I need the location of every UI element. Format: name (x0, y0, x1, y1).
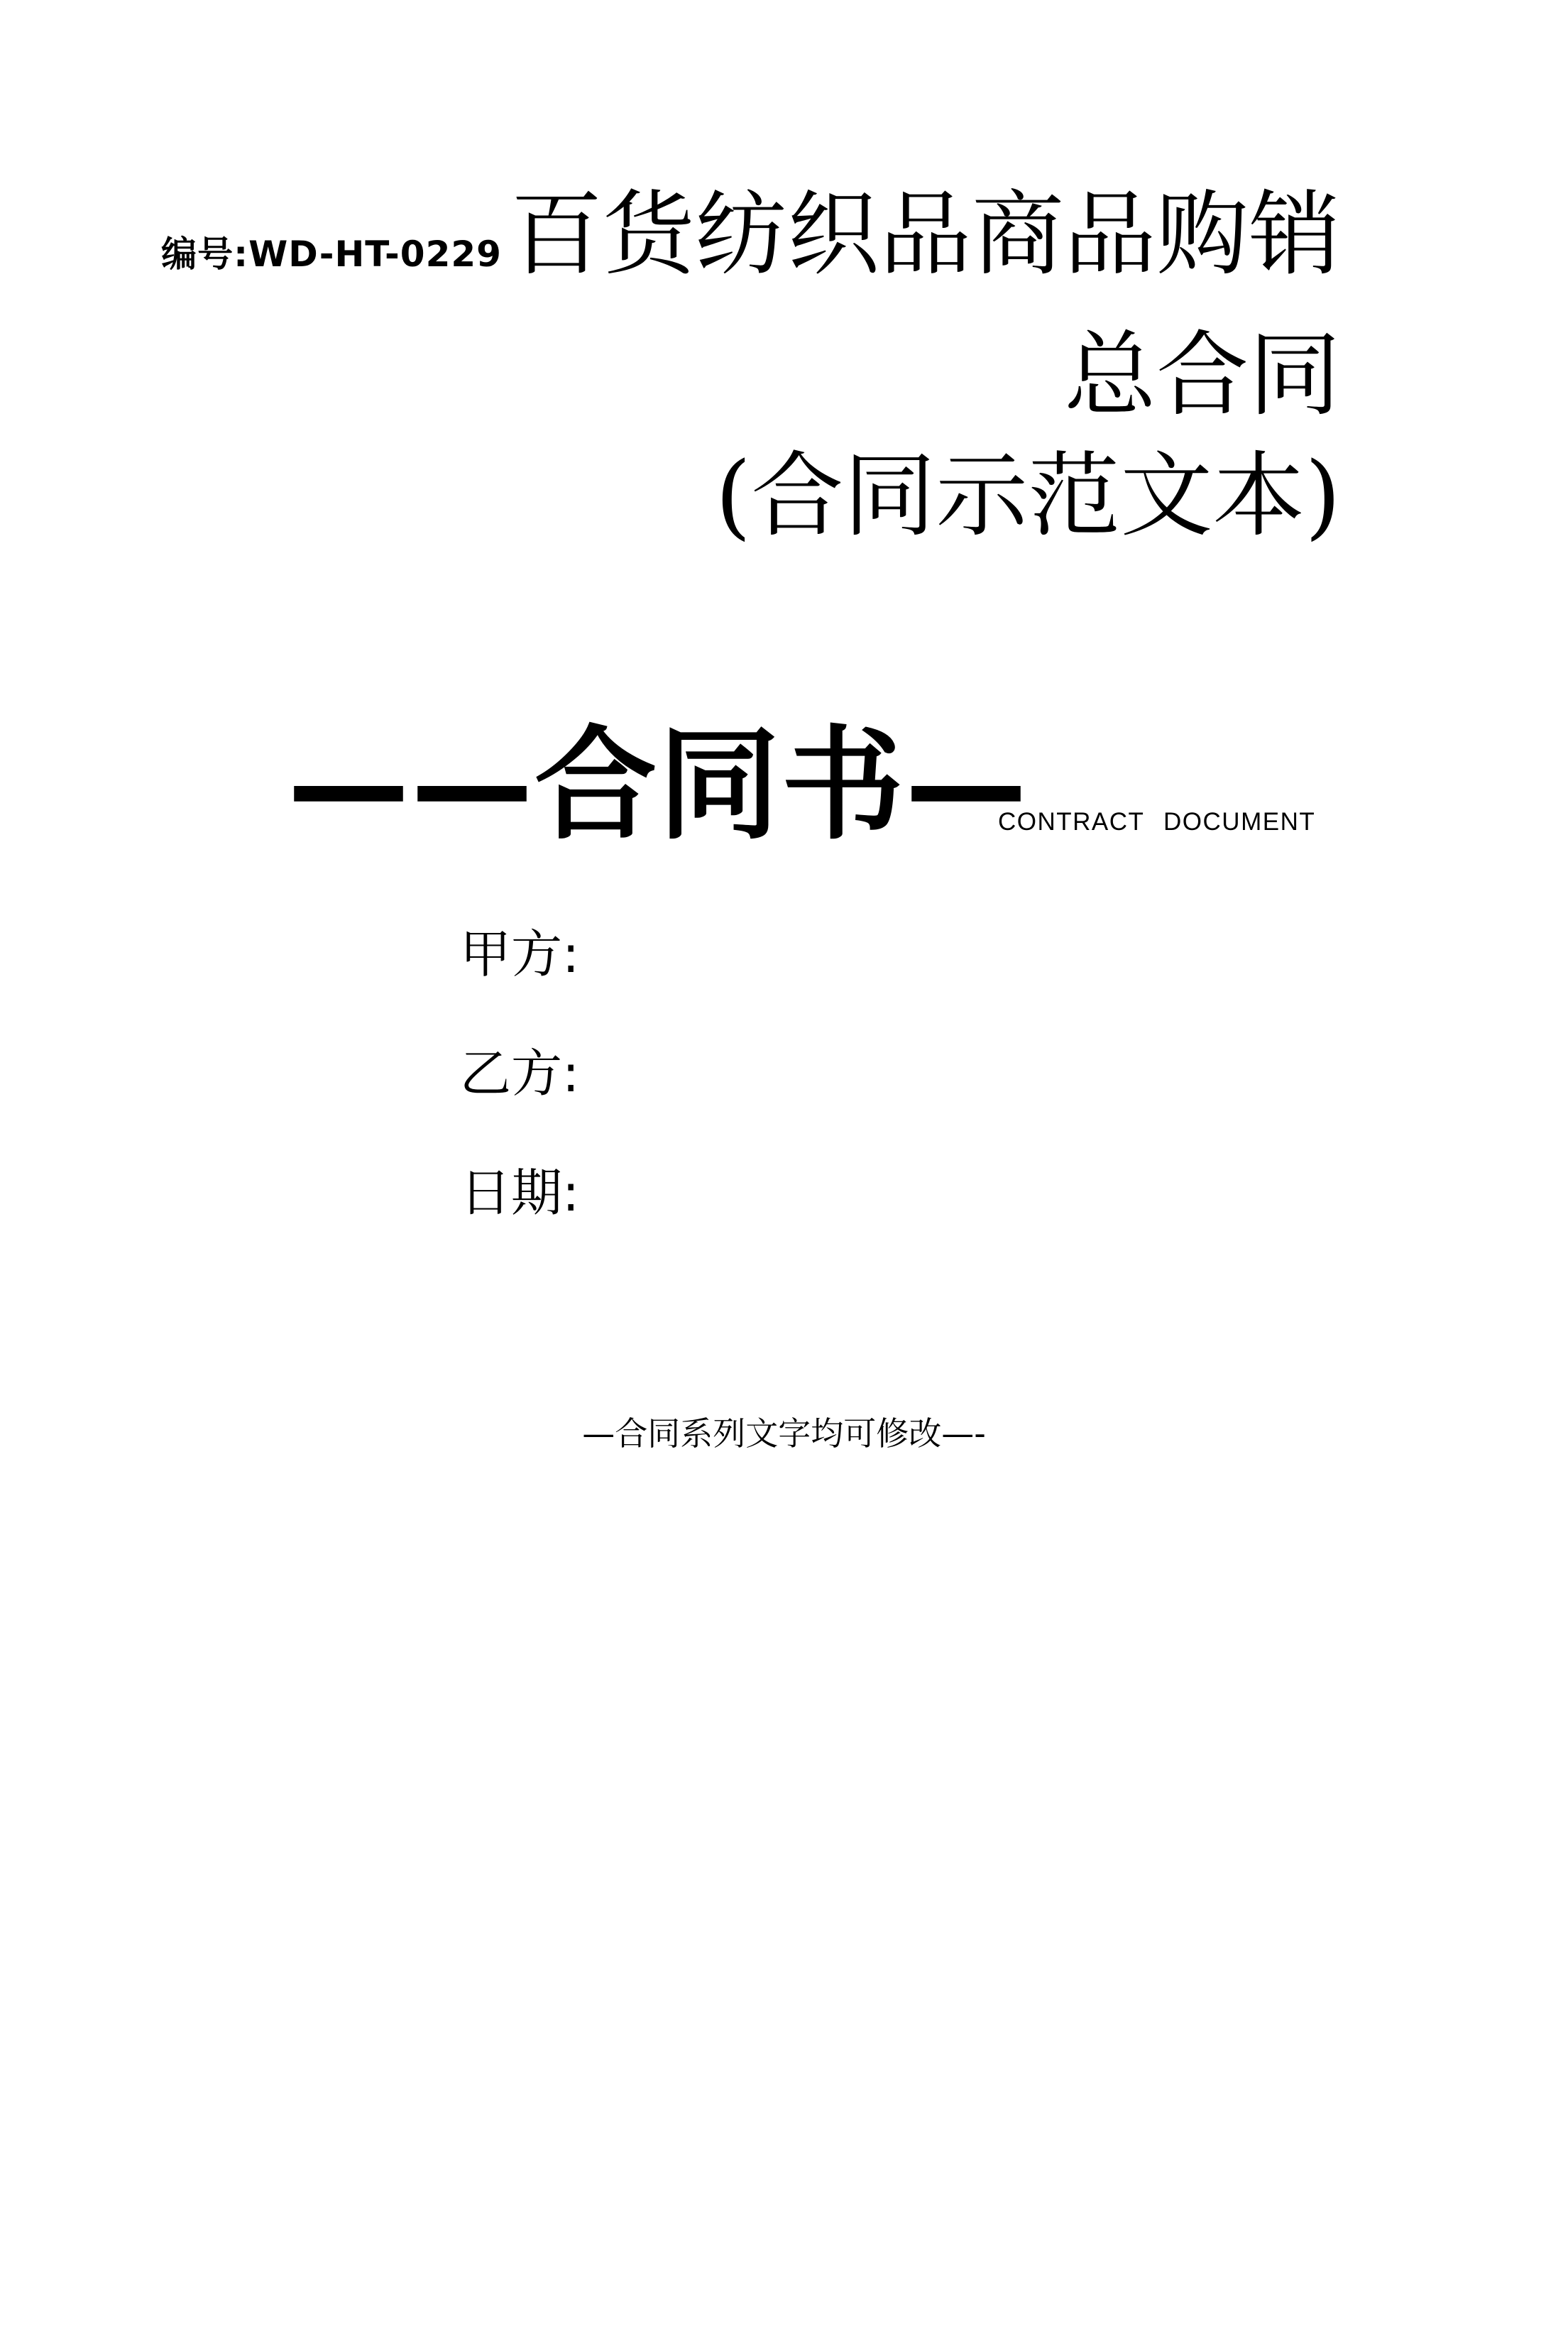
contract-banner (287, 714, 1029, 856)
date-label: 日期: (460, 1163, 580, 1223)
banner-english-text: CONTRACT DOCUMENT (998, 808, 1316, 836)
title-text-line1: 百货纺织品商品购销 (510, 180, 1341, 288)
banner-chinese-text: ——合同书— (287, 714, 1029, 856)
date-row (460, 1163, 580, 1223)
party-a-row (460, 924, 580, 984)
party-b-row (460, 1044, 580, 1103)
title-line-2: 总合同 (1063, 321, 1341, 429)
party-b-label: 乙方: (460, 1044, 580, 1103)
doc-number: 编号:WD-HT-0229 (161, 234, 502, 275)
party-fields (460, 924, 580, 1287)
title-line-1 (161, 174, 1341, 315)
title-line-3: (合同示范文本) (715, 442, 1341, 550)
footer-note: —合同系列文字均可修改—- (582, 1414, 986, 1453)
title-block (161, 174, 1341, 556)
party-a-label: 甲方: (460, 924, 580, 984)
